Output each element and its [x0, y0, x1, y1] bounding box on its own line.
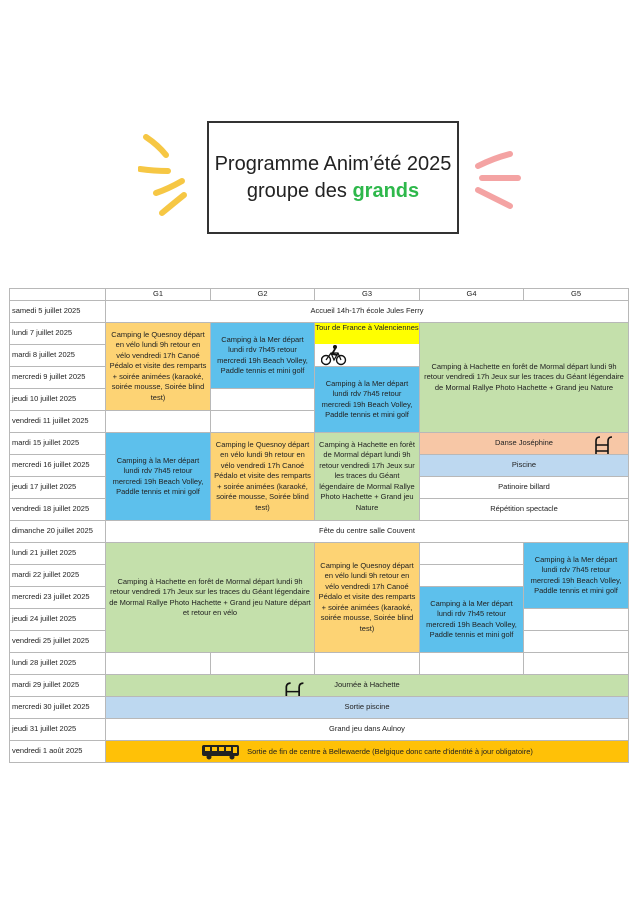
title-highlight: grands: [352, 179, 420, 202]
event-w1-g45: Camping à Hachette en forêt de Mormal départ lundi 9h retour vendredi 17h Jeux sur les traces du Géant légendaire de Mormal Rallye Photo Hachette + Grand jeu Nature: [420, 323, 629, 433]
event-piscine: Piscine: [420, 455, 629, 477]
date-cell: mercredi 9 juillet 2025: [10, 367, 106, 389]
event-w1-g3: Camping à la Mer départ lundi rdv 7h45 retour mercredi 19h Beach Volley, Paddle tennis et mini golf: [315, 367, 420, 433]
event-danse: [420, 433, 629, 455]
event-w3-g5: Camping à la Mer départ lundi rdv 7h45 retour mercredi 19h Beach Volley, Paddle tennis et mini golf: [524, 543, 629, 609]
date-cell: mardi 8 juillet 2025: [10, 345, 106, 367]
empty-cell: [420, 543, 524, 565]
date-cell: mardi 29 juillet 2025: [10, 675, 106, 697]
date-cell: jeudi 24 juillet 2025: [10, 609, 106, 631]
date-cell: vendredi 25 juillet 2025: [10, 631, 106, 653]
date-cell: jeudi 10 juillet 2025: [10, 389, 106, 411]
event-grand-jeu: Grand jeu dans Aulnoy: [106, 719, 629, 741]
header-g2: G2: [211, 289, 315, 301]
event-fete: Fête du centre salle Couvent: [106, 521, 629, 543]
pool-ladder-icon: [592, 435, 620, 455]
table-row: [10, 543, 629, 565]
header-g4: G4: [420, 289, 524, 301]
title-box: [207, 121, 459, 234]
empty-cell: [211, 411, 315, 433]
event-w1-g3-tour: [315, 323, 420, 367]
date-cell: mardi 22 juillet 2025: [10, 565, 106, 587]
empty-cell: [211, 389, 315, 411]
date-cell: vendredi 11 juillet 2025: [10, 411, 106, 433]
tour-label: Tour de France à Valenciennes: [315, 323, 419, 344]
empty-cell: [524, 631, 629, 653]
table-row: [10, 323, 629, 345]
empty-cell: [420, 653, 524, 675]
event-sortie-piscine: Sortie piscine: [106, 697, 629, 719]
header-g1: G1: [106, 289, 211, 301]
date-cell: jeudi 31 juillet 2025: [10, 719, 106, 741]
title-prefix: groupe des: [246, 179, 353, 202]
event-patinoire: Patinoire billard: [420, 477, 629, 499]
tour-icon-wrap: [315, 344, 419, 366]
date-cell: vendredi 1 août 2025: [10, 741, 106, 763]
header-g5: G5: [524, 289, 629, 301]
event-w1-g2: Camping à la Mer départ lundi rdv 7h45 retour mercredi 19h Beach Volley, Paddle tennis et mini golf: [211, 323, 315, 389]
sparkle-right-icon: [468, 150, 524, 214]
cyclist-icon: [321, 344, 347, 366]
accueil-cell: Accueil 14h-17h école Jules Ferry: [106, 301, 629, 323]
bus-icon: [201, 744, 241, 760]
date-cell: lundi 21 juillet 2025: [10, 543, 106, 565]
date-cell: lundi 7 juillet 2025: [10, 323, 106, 345]
header-row: [10, 289, 629, 301]
event-w1-g1: Camping le Quesnoy départ en vélo lundi 9h retour en vélo vendredi 17h Canoé Pédalo et visite des remparts + soirée animées (karaoké, soirée mousse, Soirée blind test): [106, 323, 211, 411]
title-line-1: Programme Anim’été 2025: [214, 152, 452, 175]
empty-cell: [106, 653, 211, 675]
empty-cell: [524, 609, 629, 631]
title-line-2: [247, 178, 419, 205]
empty-cell: [211, 653, 315, 675]
table-row: [10, 741, 629, 763]
hachette-day-label: Journée à Hachette: [334, 680, 400, 690]
event-w3-g4: Camping à la Mer départ lundi rdv 7h45 retour mercredi 19h Beach Volley, Paddle tennis et mini golf: [420, 587, 524, 653]
event-w2-g1: Camping à la Mer départ lundi rdv 7h45 retour mercredi 19h Beach Volley, Paddle tennis et mini golf: [106, 433, 211, 521]
event-w3-g12: Camping à Hachette en forêt de Mormal départ lundi 9h retour vendredi 17h Jeux sur les traces du Géant légendaire de Mormal Rallye Photo Hachette + Grand jeu Nature départ et retour en vélo: [106, 543, 315, 653]
header-empty: [10, 289, 106, 301]
event-repetition: Répétition spectacle: [420, 499, 629, 521]
empty-cell: [524, 653, 629, 675]
pool-ladder-icon: [282, 681, 312, 697]
schedule-table: [9, 288, 629, 763]
date-cell: mercredi 16 juillet 2025: [10, 455, 106, 477]
event-hachette-day: [106, 675, 629, 697]
table-row: [10, 653, 629, 675]
empty-cell: [106, 411, 211, 433]
table-row: [10, 521, 629, 543]
date-cell: vendredi 18 juillet 2025: [10, 499, 106, 521]
table-row: [10, 697, 629, 719]
empty-cell: [315, 653, 420, 675]
table-row: [10, 675, 629, 697]
date-cell: mercredi 30 juillet 2025: [10, 697, 106, 719]
date-cell: samedi 5 juillet 2025: [10, 301, 106, 323]
sortie-fin-label: Sortie de fin de centre à Bellewaerde (Belgique donc carte d'identité à jour obligatoire): [247, 746, 533, 756]
date-cell: lundi 28 juillet 2025: [10, 653, 106, 675]
table-row: [10, 301, 629, 323]
date-cell: mardi 15 juillet 2025: [10, 433, 106, 455]
danse-label: Danse Joséphine: [495, 438, 553, 448]
table-row: [10, 719, 629, 741]
event-w2-g3: Camping à Hachette en forêt de Mormal départ lundi 9h retour vendredi 17h Jeux sur les traces du Géant légendaire de Mormal Rallye Photo Hachette + Grand jeu Nature: [315, 433, 420, 521]
sparkle-left-icon: [138, 133, 194, 221]
event-w2-g2: Camping le Quesnoy départ en vélo lundi 9h retour en vélo vendredi 17h Canoé Pédalo et visite des remparts + soirée animées (karaoké, soirée mousse, Soirée blind test): [211, 433, 315, 521]
empty-cell: [420, 565, 524, 587]
event-sortie-fin: [106, 741, 629, 763]
date-cell: mercredi 23 juillet 2025: [10, 587, 106, 609]
date-cell: jeudi 17 juillet 2025: [10, 477, 106, 499]
header-g3: G3: [315, 289, 420, 301]
table-row: [10, 433, 629, 455]
date-cell: dimanche 20 juillet 2025: [10, 521, 106, 543]
event-w3-g3: Camping le Quesnoy départ en vélo lundi 9h retour en vélo vendredi 17h Canoé Pédalo et visite des remparts + soirée animées (karaoké, soirée mousse, Soirée blind test): [315, 543, 420, 653]
